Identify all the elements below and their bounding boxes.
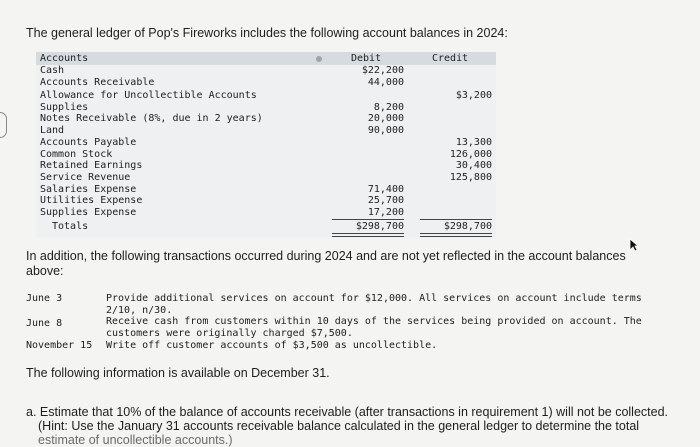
totals-rule [420,219,492,220]
account-name: Accounts Payable [40,136,137,148]
debit-amount: 25,700 [367,195,404,207]
transaction-description: 2/10, n/30. [106,305,173,316]
credit-amount: 126,000 [449,148,492,160]
ledger-row [36,90,496,102]
transaction-date: June 8 [26,318,63,329]
credit-amount: 30,400 [455,160,492,172]
marker-dot [316,56,322,62]
transaction-description: Write off customer accounts of $3,500 as uncollectible. [106,340,438,351]
account-name: Accounts Receivable [40,76,155,88]
account-name: Service Revenue [40,171,131,183]
double-rule [420,233,492,237]
debit-amount: 44,000 [367,76,404,88]
account-name: Allowance for Uncollectible Accounts [40,90,257,101]
ledger-row [36,125,496,137]
ledger-row [36,137,496,149]
ledger-row [36,207,496,219]
general-ledger-table [36,52,496,238]
account-name: Common Stock [40,148,113,160]
totals-rule [332,219,404,220]
totals-row [36,221,496,233]
account-name: Cash [40,65,65,76]
transaction-date: November 15 [26,340,93,351]
ledger-row [36,65,496,77]
ledger-row [36,184,496,196]
ledger-row [36,160,496,172]
total-credit: $298,700 [443,221,492,232]
ledger-row [36,149,496,161]
account-name: Supplies [40,101,89,113]
total-debit: $298,700 [355,221,404,232]
debit-amount: 90,000 [367,125,404,137]
ledger-row [36,113,496,125]
account-name: Salaries Expense [40,183,137,195]
transaction-description: customers were originally charged $7,500. [106,328,353,339]
ledger-row [36,102,496,114]
requirement-a [26,405,676,447]
transaction-description: Provide additional services on account for $12,000. All services on account include terms [106,293,642,304]
following-info-text: The following information is available on December 31. [26,366,330,380]
ledger-row [36,172,496,184]
credit-amount: $3,200 [455,90,492,101]
transaction-date: June 3 [26,293,63,304]
debit-amount: $22,200 [361,65,404,76]
header-accounts: Accounts [40,53,89,64]
intro-text: The general ledger of Pop's Fireworks includes the following account balances in 2024: [26,26,508,40]
account-name: Retained Earnings [40,160,143,172]
ledger-row [36,77,496,89]
debit-amount: 71,400 [367,183,404,195]
requirement-a-line: a. Estimate that 10% of the balance of accounts receivable (after transactions in requirement 1) will not be collected. [26,405,669,419]
account-name: Supplies Expense [40,207,137,218]
ledger-row [36,195,496,207]
account-name: Land [40,125,65,137]
header-debit: Debit [351,53,382,64]
ledger-header [36,52,496,65]
account-name: Utilities Expense [40,195,143,207]
transaction-description: Receive cash from customers within 10 days of the services being provided on account. The [106,316,642,327]
requirement-a-hint: (Hint: Use the January 31 accounts receivable balance calculated in the general ledger to determine the total [38,419,640,433]
debit-amount: 8,200 [373,101,404,113]
credit-amount: 13,300 [455,136,492,148]
left-edge-handle [0,112,7,138]
double-rule [332,233,404,237]
requirement-a-hint: estimate of uncollectible accounts.) [38,433,233,447]
addition-text: In addition, the following transactions occurred during 2024 and are not yet reflected in the account balances above: [26,249,626,278]
debit-amount: 20,000 [367,113,404,125]
debit-amount: 17,200 [367,207,404,218]
account-name: Notes Receivable (8%, due in 2 years) [40,113,263,125]
credit-amount: 125,800 [449,171,492,183]
totals-label: Totals [52,221,89,232]
header-credit: Credit [432,53,469,64]
